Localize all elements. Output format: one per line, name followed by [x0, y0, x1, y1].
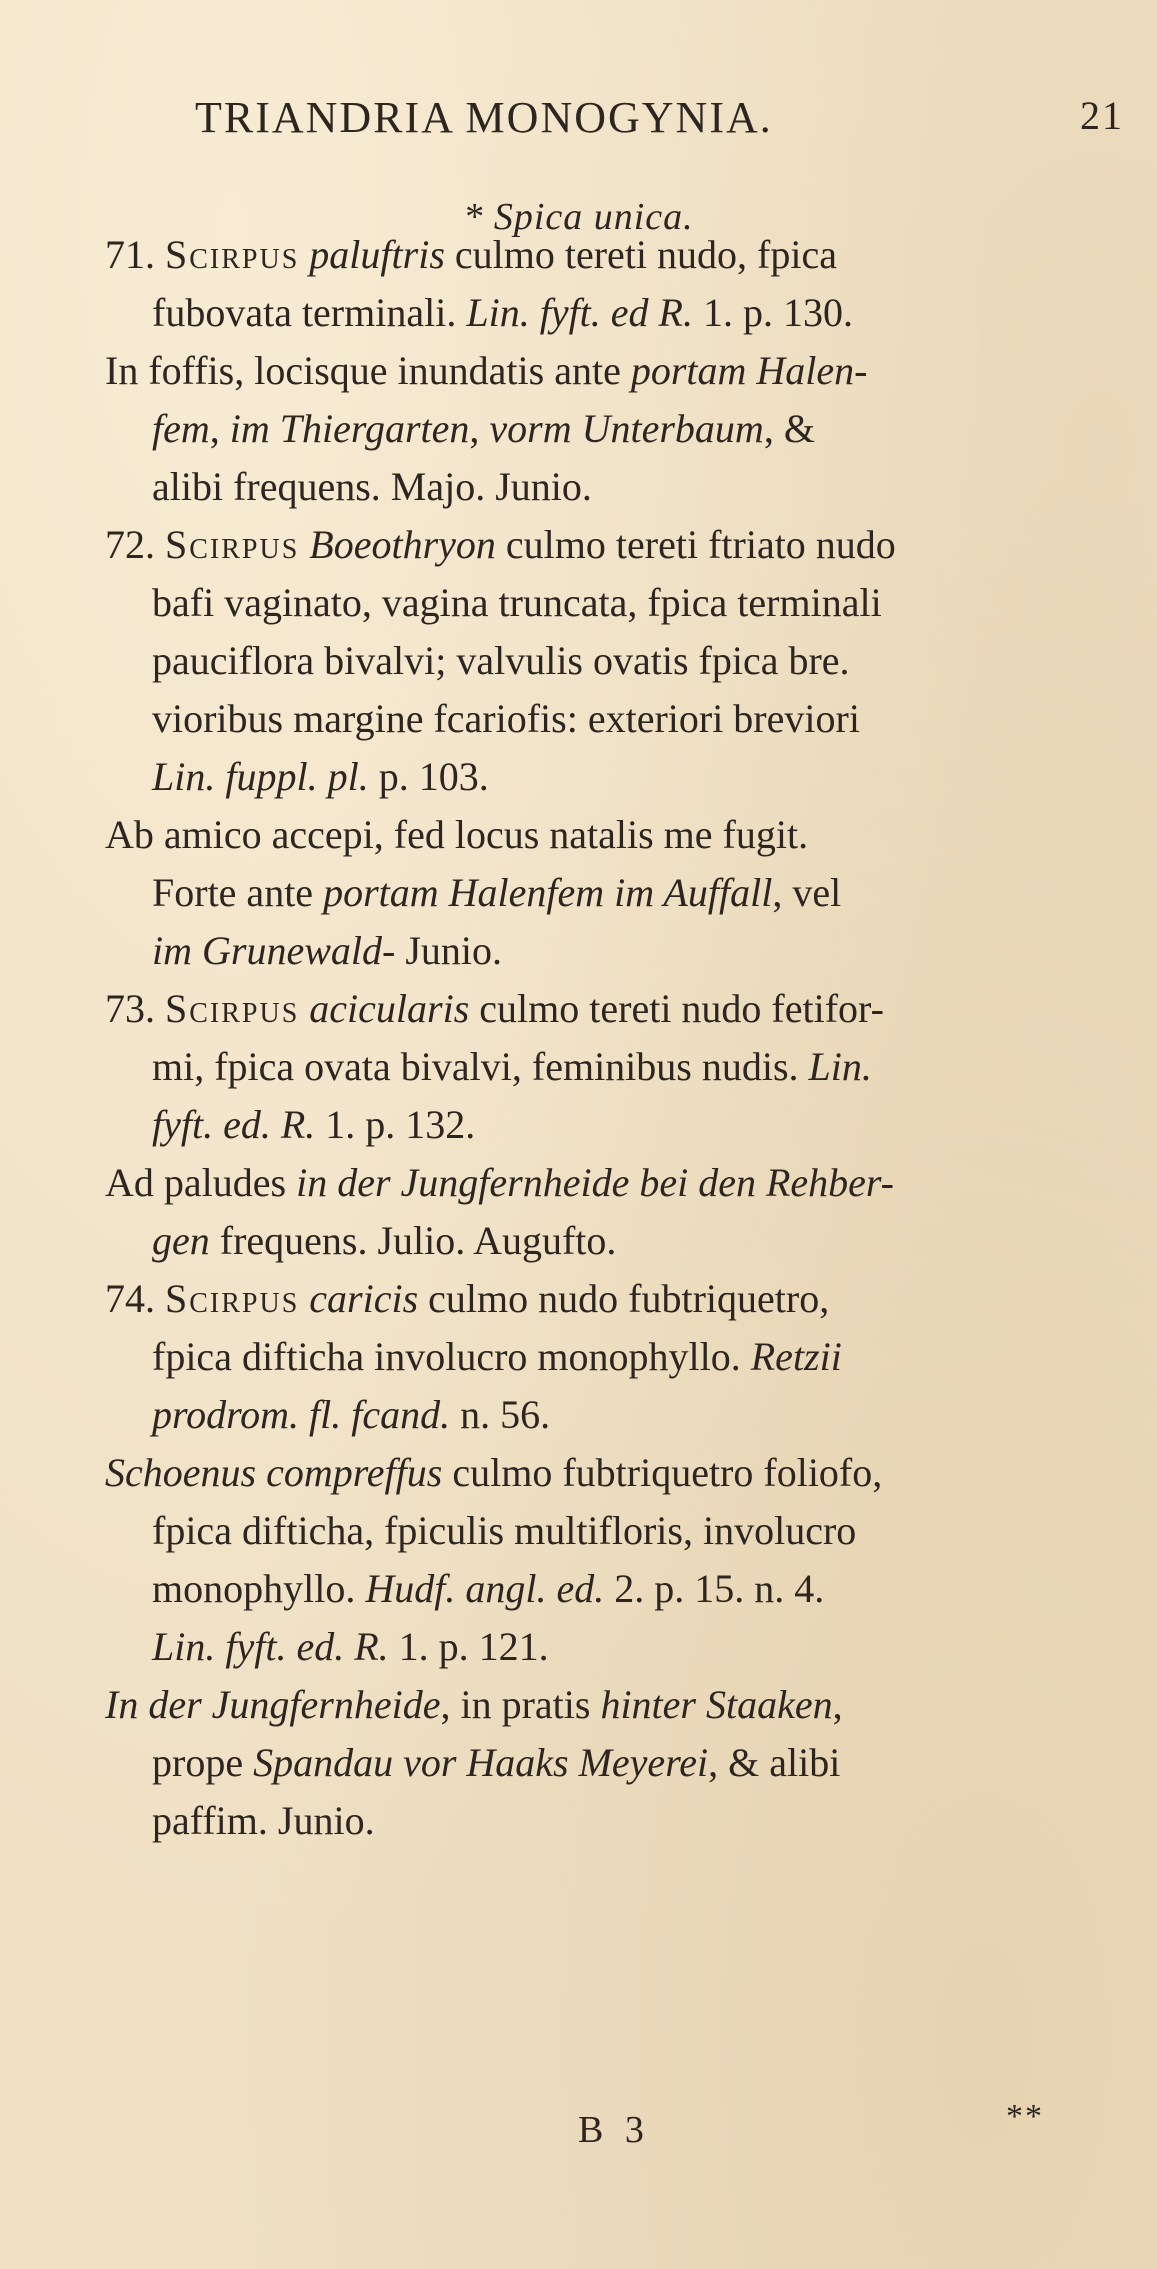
locality: hinter Staaken: [600, 1682, 833, 1727]
description-text: mi, fpica ovata bivalvi, feminibus nudis.: [152, 1044, 799, 1089]
citation-page: 1. p. 121.: [398, 1624, 549, 1669]
description-text: culmo nudo fubtriquetro,: [428, 1276, 830, 1321]
entry-73-line-5: [152, 1216, 616, 1266]
running-head-title: TRIANDRIA MONOGYNIA.: [195, 93, 773, 142]
entry-74-line-9: [152, 1738, 840, 1788]
description-text: culmo tereti nudo, fpica: [454, 232, 837, 277]
habitat-text: , in pratis: [440, 1682, 591, 1727]
habitat-text: prope: [152, 1740, 244, 1785]
entry-72-line-4: vioribus margine fcariofis: exteriori breviori: [152, 696, 860, 741]
running-head: [195, 92, 1124, 152]
description-text: culmo fubtriquetro foliofo,: [452, 1450, 883, 1495]
signature-mark: B 3: [578, 2109, 650, 2151]
catchword-stars: **: [1006, 2098, 1044, 2135]
habitat-text: In foffis, locisque inundatis ante: [105, 348, 621, 393]
species-name: paluftris: [309, 232, 445, 277]
entry-73-line-2: [152, 1042, 872, 1092]
locality: fem: [152, 406, 210, 451]
locality: In der Jungfernheide: [105, 1682, 441, 1727]
flowering-month: Junio.: [405, 928, 503, 973]
locality: in der Jungfernheide bei den Rehber-: [296, 1160, 894, 1205]
citation: Lin. fuppl. pl.: [152, 754, 369, 799]
entry-number: 74.: [105, 1276, 155, 1321]
description-text: fpica difticha involucro monophyllo.: [152, 1334, 741, 1379]
entry-72-line-2: bafi vaginato, vagina truncata, fpica terminali: [152, 580, 882, 625]
citation: fyft. ed. R.: [152, 1102, 316, 1147]
entry-number: 72.: [105, 522, 155, 567]
entry-71-line-4: [152, 404, 815, 454]
locality: portam Halenfem im Auffall: [323, 870, 773, 915]
citation: Lin. fyft. ed. R.: [152, 1624, 389, 1669]
citation: Retzii: [750, 1334, 842, 1379]
entry-74-line-8: [105, 1680, 843, 1730]
entry-74-line-3: [152, 1390, 550, 1440]
description-text: monophyllo.: [152, 1566, 356, 1611]
genus-name: Scirpus: [165, 522, 300, 567]
citation: Hudf. angl. ed.: [365, 1566, 605, 1611]
entry-number: 71.: [105, 232, 155, 277]
citation-page: 2. p. 15. n. 4.: [614, 1566, 825, 1611]
citation-page: n. 56.: [460, 1392, 551, 1437]
habitat-text: , vel: [772, 870, 842, 915]
locality: portam Halen-: [630, 348, 868, 393]
entry-72-line-7: [152, 868, 841, 918]
locality: vorm Unterbaum: [489, 406, 764, 451]
entry-74-line-7: [152, 1622, 549, 1672]
habitat-text: , & alibi: [708, 1740, 841, 1785]
page-number: 21: [1080, 93, 1124, 138]
citation-page: 1. p. 132.: [325, 1102, 476, 1147]
species-name: caricis: [309, 1276, 419, 1321]
entry-73-line-3: [152, 1100, 475, 1150]
citation: Lin.: [808, 1044, 872, 1089]
entry-74-line-1: [105, 1274, 829, 1324]
citation-page: 1. p. 130.: [702, 290, 853, 335]
entry-72-line-1: [105, 520, 896, 570]
entry-73-line-1: [105, 984, 884, 1034]
species-name: Boeothryon: [309, 522, 496, 567]
entry-71-line-2: [152, 288, 853, 338]
description-text: fubovata terminali.: [152, 290, 457, 335]
habitat-text: Ad paludes: [105, 1160, 287, 1205]
locality: gen: [152, 1218, 210, 1263]
entry-74-line-10: paffim. Junio.: [152, 1798, 375, 1843]
description-text: culmo tereti ftriato nudo: [505, 522, 896, 567]
entry-72-line-6: Ab amico accepi, fed locus natalis me fugit.: [105, 812, 809, 857]
entry-71-line-3: [105, 346, 867, 396]
punctuation: ,: [209, 406, 220, 451]
entry-71-line-5: alibi frequens. Majo. Junio.: [152, 464, 592, 509]
locality: im Grunewald-: [152, 928, 396, 973]
punctuation: ,: [469, 406, 480, 451]
entry-72-line-3: pauciflora bivalvi; valvulis ovatis fpica bre.: [152, 638, 850, 683]
citation: prodrom. fl. fcand.: [152, 1392, 451, 1437]
entry-74-line-5: fpica difticha, fpiculis multifloris, involucro: [152, 1508, 857, 1553]
locality: im Thiergarten: [229, 406, 470, 451]
genus-name: Scirpus: [165, 1276, 300, 1321]
punctuation: ,: [832, 1682, 843, 1727]
synonym-name: Schoenus compreffus: [105, 1450, 443, 1495]
entry-72-line-5: [152, 752, 489, 802]
citation-page: p. 103.: [378, 754, 489, 799]
description-text: culmo tereti nudo fetifor-: [479, 986, 884, 1031]
entry-71-line-1: [105, 230, 837, 280]
citation: Lin. fyft. ed R.: [466, 290, 693, 335]
habitat-text: , &: [763, 406, 815, 451]
entry-74-line-2: [152, 1332, 842, 1382]
habitat-text: Forte ante: [152, 870, 314, 915]
section-heading: * Spica unica.: [463, 196, 694, 238]
entry-72-line-8: [152, 926, 502, 976]
genus-name: Scirpus: [165, 986, 300, 1031]
entry-74-line-6: [152, 1564, 824, 1614]
locality: Spandau vor Haaks Meyerei: [253, 1740, 709, 1785]
entry-number: 73.: [105, 986, 155, 1031]
entry-74-line-4: [105, 1448, 882, 1498]
habitat-text: frequens. Julio. Augufto.: [219, 1218, 617, 1263]
genus-name: Scirpus: [165, 232, 300, 277]
entry-73-line-4: [105, 1158, 894, 1208]
species-name: acicularis: [309, 986, 470, 1031]
